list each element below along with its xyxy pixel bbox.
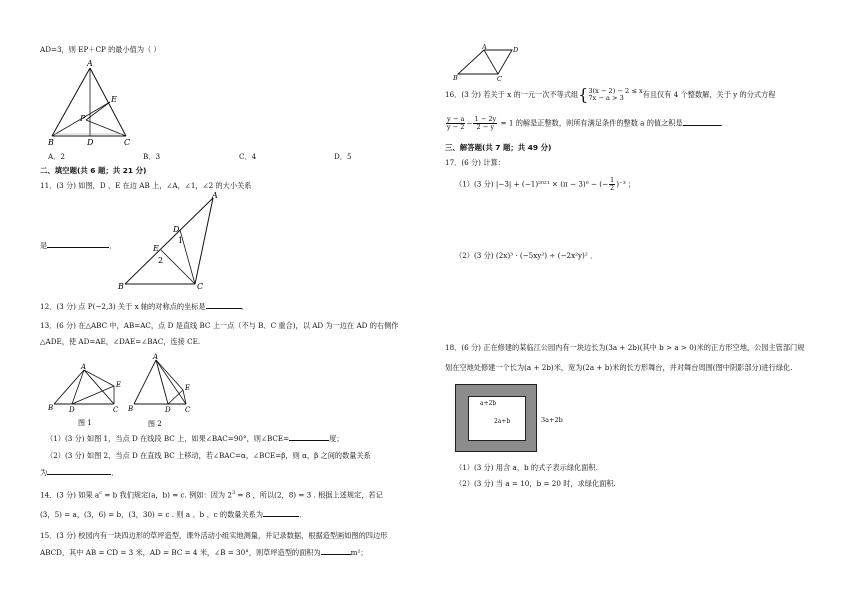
- q14-blank[interactable]: [263, 509, 299, 517]
- q13-f2-caption: 图 2: [148, 420, 162, 428]
- q10-tail: AD=3，则 EP＋CP 的最小值为（ ）: [40, 45, 161, 54]
- q18-sub1: （1）(3 分) 用含 a，b 的式子表示绿化面积.: [455, 463, 598, 472]
- q11-answer-line: [40, 240, 116, 250]
- q13-sub1-line: [46, 433, 344, 443]
- q11-tail-end: ．: [109, 241, 117, 250]
- q18-sub2: （2）(3 分) 当 a = 10，b = 20 时，求绿化面积.: [455, 479, 616, 488]
- q13-f2-label-d: D: [165, 406, 171, 414]
- q13-line1: 13．(6 分) 在△ABC 中，AB=AC，点 D 是直线 BC 上一点（不与 B、C 重合)，以 AD 为一边在 AD 的右侧作: [40, 321, 399, 330]
- q11-label-c: C: [197, 282, 204, 290]
- q16-fraction-2: [473, 116, 497, 131]
- para-label-c: C: [497, 75, 502, 82]
- q13-figure-2: [128, 352, 198, 430]
- q17-half: [609, 177, 615, 192]
- q11-label-a: A: [212, 191, 218, 200]
- q13-sub1-end: 度；: [329, 434, 344, 443]
- q11-blank[interactable]: [47, 240, 109, 248]
- q10-option-d: D．5: [334, 152, 352, 161]
- section-solve-heading: 三、解答题(共 7 题；共 49 分): [445, 143, 552, 152]
- q13-f1-label-e: E: [116, 381, 122, 389]
- q14-line1-a: 14．(3 分) 如果 a: [40, 490, 100, 500]
- q11-label-1: 1: [178, 236, 184, 245]
- q18-label-inner-side: 2a+b: [494, 418, 511, 425]
- q13-sub2-blank[interactable]: [47, 467, 111, 475]
- q16-end: ．: [720, 118, 728, 128]
- q15-line1: 15．(3 分) 校园内有一块四边形的草坪造型，课外活动小组实地测量，并记录数据，根据造型画如图的四边形: [40, 531, 388, 540]
- q16-post: 有且仅有 4 个整数解，关于 y 的分式方程: [642, 90, 776, 99]
- q16-f1-num: y − a: [447, 115, 465, 123]
- q11-label-d: D: [173, 225, 180, 234]
- section-fill-blank-heading: 二、填空题(共 6 题；共 21 分): [40, 166, 147, 175]
- para-label-d: D: [513, 46, 519, 54]
- q14-line1-b: = b 我们规定(a，b) = c. 例如：因为 2: [102, 490, 232, 500]
- q16-fraction-1: [446, 116, 465, 131]
- q10-label-b: B: [48, 138, 54, 147]
- q17-sub1-end: )⁻³ ；: [616, 179, 636, 189]
- q13-f1-label-b: B: [48, 404, 54, 412]
- q18-label-top: a+2b: [480, 400, 497, 407]
- q17-title: 17．(6 分) 计算：: [445, 158, 505, 167]
- q11-label-b: B: [118, 282, 124, 290]
- q14-line2-text: (3，5) = a，(3，6) = b，(3，30) = c . 则 a 、b 、c 的数量关系为: [40, 510, 264, 519]
- q16-blank[interactable]: [683, 118, 721, 126]
- q18-line2: 划在空地处修建一个长为(a + 2b)米，宽为(2a + b)米的长方形舞台，并对舞台周围(图中阴影部分)进行绿化.: [445, 363, 793, 372]
- q16-sys-line2: 7x − a > 3: [588, 94, 624, 102]
- q13-f2-label-c: C: [185, 406, 191, 414]
- q15-parallelogram-figure: [452, 42, 532, 82]
- q14-line1-c: = 8 ，所以(2，8) = 3 . 根据上述规定，若记: [235, 490, 383, 500]
- q13-sub1-blank[interactable]: [289, 433, 329, 441]
- q12-line: [40, 301, 249, 311]
- q15-blank[interactable]: [321, 547, 351, 555]
- q12-blank[interactable]: [206, 301, 242, 309]
- q18-line1: 18．(6 分) 正在修建的某临江公园内有一块边长为(3a + 2b)(其中 b > a > 0)米的正方形空地，公园主管部门规: [445, 343, 805, 352]
- q12-text: 12．(3 分) 点 P(−2,3) 关于 x 轴的对称点的坐标是: [40, 302, 206, 311]
- q14-line1: 14．(3 分) 如果 $a^c = b$ 我们规定(a，b) = c. 例如：因为 $2^3 = 8$ ，所以(2，8) = 3 . 根据上述规定，若记: [40, 490, 383, 500]
- q17-half-num: 1: [610, 176, 615, 184]
- q17-sub1-text: （1）(3 分) |−3| + (−1)²⁰²¹ × (π − 3)⁰ − (−: [455, 179, 609, 189]
- q13-sub2-prefix: 为: [40, 468, 48, 477]
- q16-system: [588, 88, 642, 102]
- q13-f1-label-d: D: [69, 406, 75, 414]
- q13-line2: △ADE，使 AD=AE，∠DAE=∠BAC，连接 CE.: [40, 337, 201, 346]
- q16-line1: 16．(3 分) 若关于 x 的一元一次不等式组{ 3(x − 2) − 2 ≤ x 7x − a > 3 有且仅有 4 个整数解，关于 y 的分式方程: [445, 85, 776, 104]
- q13-sub2-line2: [40, 467, 118, 477]
- q11-figure: [115, 190, 230, 290]
- q16-eq: = 1 的解是正整数，则所有满足条件的整数 a 的值之积是: [498, 118, 683, 128]
- q17-half-den: 2: [610, 184, 615, 192]
- q10-figure: [44, 58, 154, 148]
- q13-sub2-line1: （2）(3 分) 如图 2，当点 D 在直线 BC 上移动，若∠BAC=α，∠BCE=β，则 α，β 之间的数量关系: [46, 451, 371, 460]
- q10-option-b: B．3: [143, 152, 161, 161]
- q13-f1-caption: 图 1: [78, 419, 92, 427]
- q10-label-a: A: [87, 59, 93, 68]
- para-label-a: A: [482, 43, 487, 51]
- q13-f2-label-e: E: [185, 384, 191, 392]
- q16-line2: [445, 116, 728, 131]
- q16-minus: −: [466, 118, 473, 128]
- q15-line2-text: ABCD，其中 AB = CD = 3 米，AD = BC = 4 米，∠B = 30°，则草坪造型的面积为: [40, 548, 321, 557]
- q13-f2-label-a: A: [153, 353, 159, 361]
- q18-label-outer-side: 3a+2b: [541, 416, 563, 424]
- q13-f1-label-c: C: [113, 406, 119, 414]
- q10-label-e: E: [111, 95, 117, 104]
- q17-sub2: （2）(3 分) (2x)³ · (−5xy²) ÷ (−2x²y)² ．: [455, 251, 598, 260]
- q13-f2-label-b: B: [128, 405, 134, 413]
- q10-label-p: P: [80, 114, 86, 123]
- q13-figure-1: [46, 362, 128, 430]
- para-label-b: B: [453, 74, 458, 82]
- q16-f2-num: 1 − 2y: [474, 115, 497, 123]
- q15-line2: [40, 547, 368, 557]
- q12-end: ．: [241, 302, 249, 311]
- q16-pre: 16．(3 分) 若关于 x 的一元一次不等式组: [445, 90, 579, 99]
- q11-label-e: E: [153, 244, 159, 253]
- q18-square-figure: [455, 384, 537, 452]
- q13-f1-label-a: A: [81, 363, 87, 371]
- q11-tail: 是: [40, 241, 48, 250]
- q10-option-a: A．2: [48, 152, 65, 161]
- q15-end: m²；: [350, 548, 368, 557]
- q10-option-c: C．4: [239, 152, 257, 161]
- q14-line2: [40, 509, 306, 519]
- q17-sub1: [455, 177, 635, 192]
- q13-sub1-text: （1）(3 分) 如图 1，当点 D 在线段 BC 上，如果∠BAC=90°，则∠BCE=: [46, 434, 290, 443]
- q11-text: 11．(3 分) 如图，D 、E 在边 AB 上，∠A，∠1，∠2 的大小关系: [40, 181, 252, 190]
- q16-f1-den: y − 2: [446, 123, 465, 131]
- q10-label-c: C: [124, 138, 131, 147]
- q16-sys-line1: 3(x − 2) − 2 ≤ x: [588, 87, 643, 95]
- q14-end: ．: [299, 510, 307, 519]
- q10-label-d: D: [87, 138, 94, 147]
- q16-f2-den: 2 − y: [476, 123, 495, 131]
- q13-sub2-end: ．: [111, 468, 119, 477]
- q11-label-2: 2: [158, 256, 164, 265]
